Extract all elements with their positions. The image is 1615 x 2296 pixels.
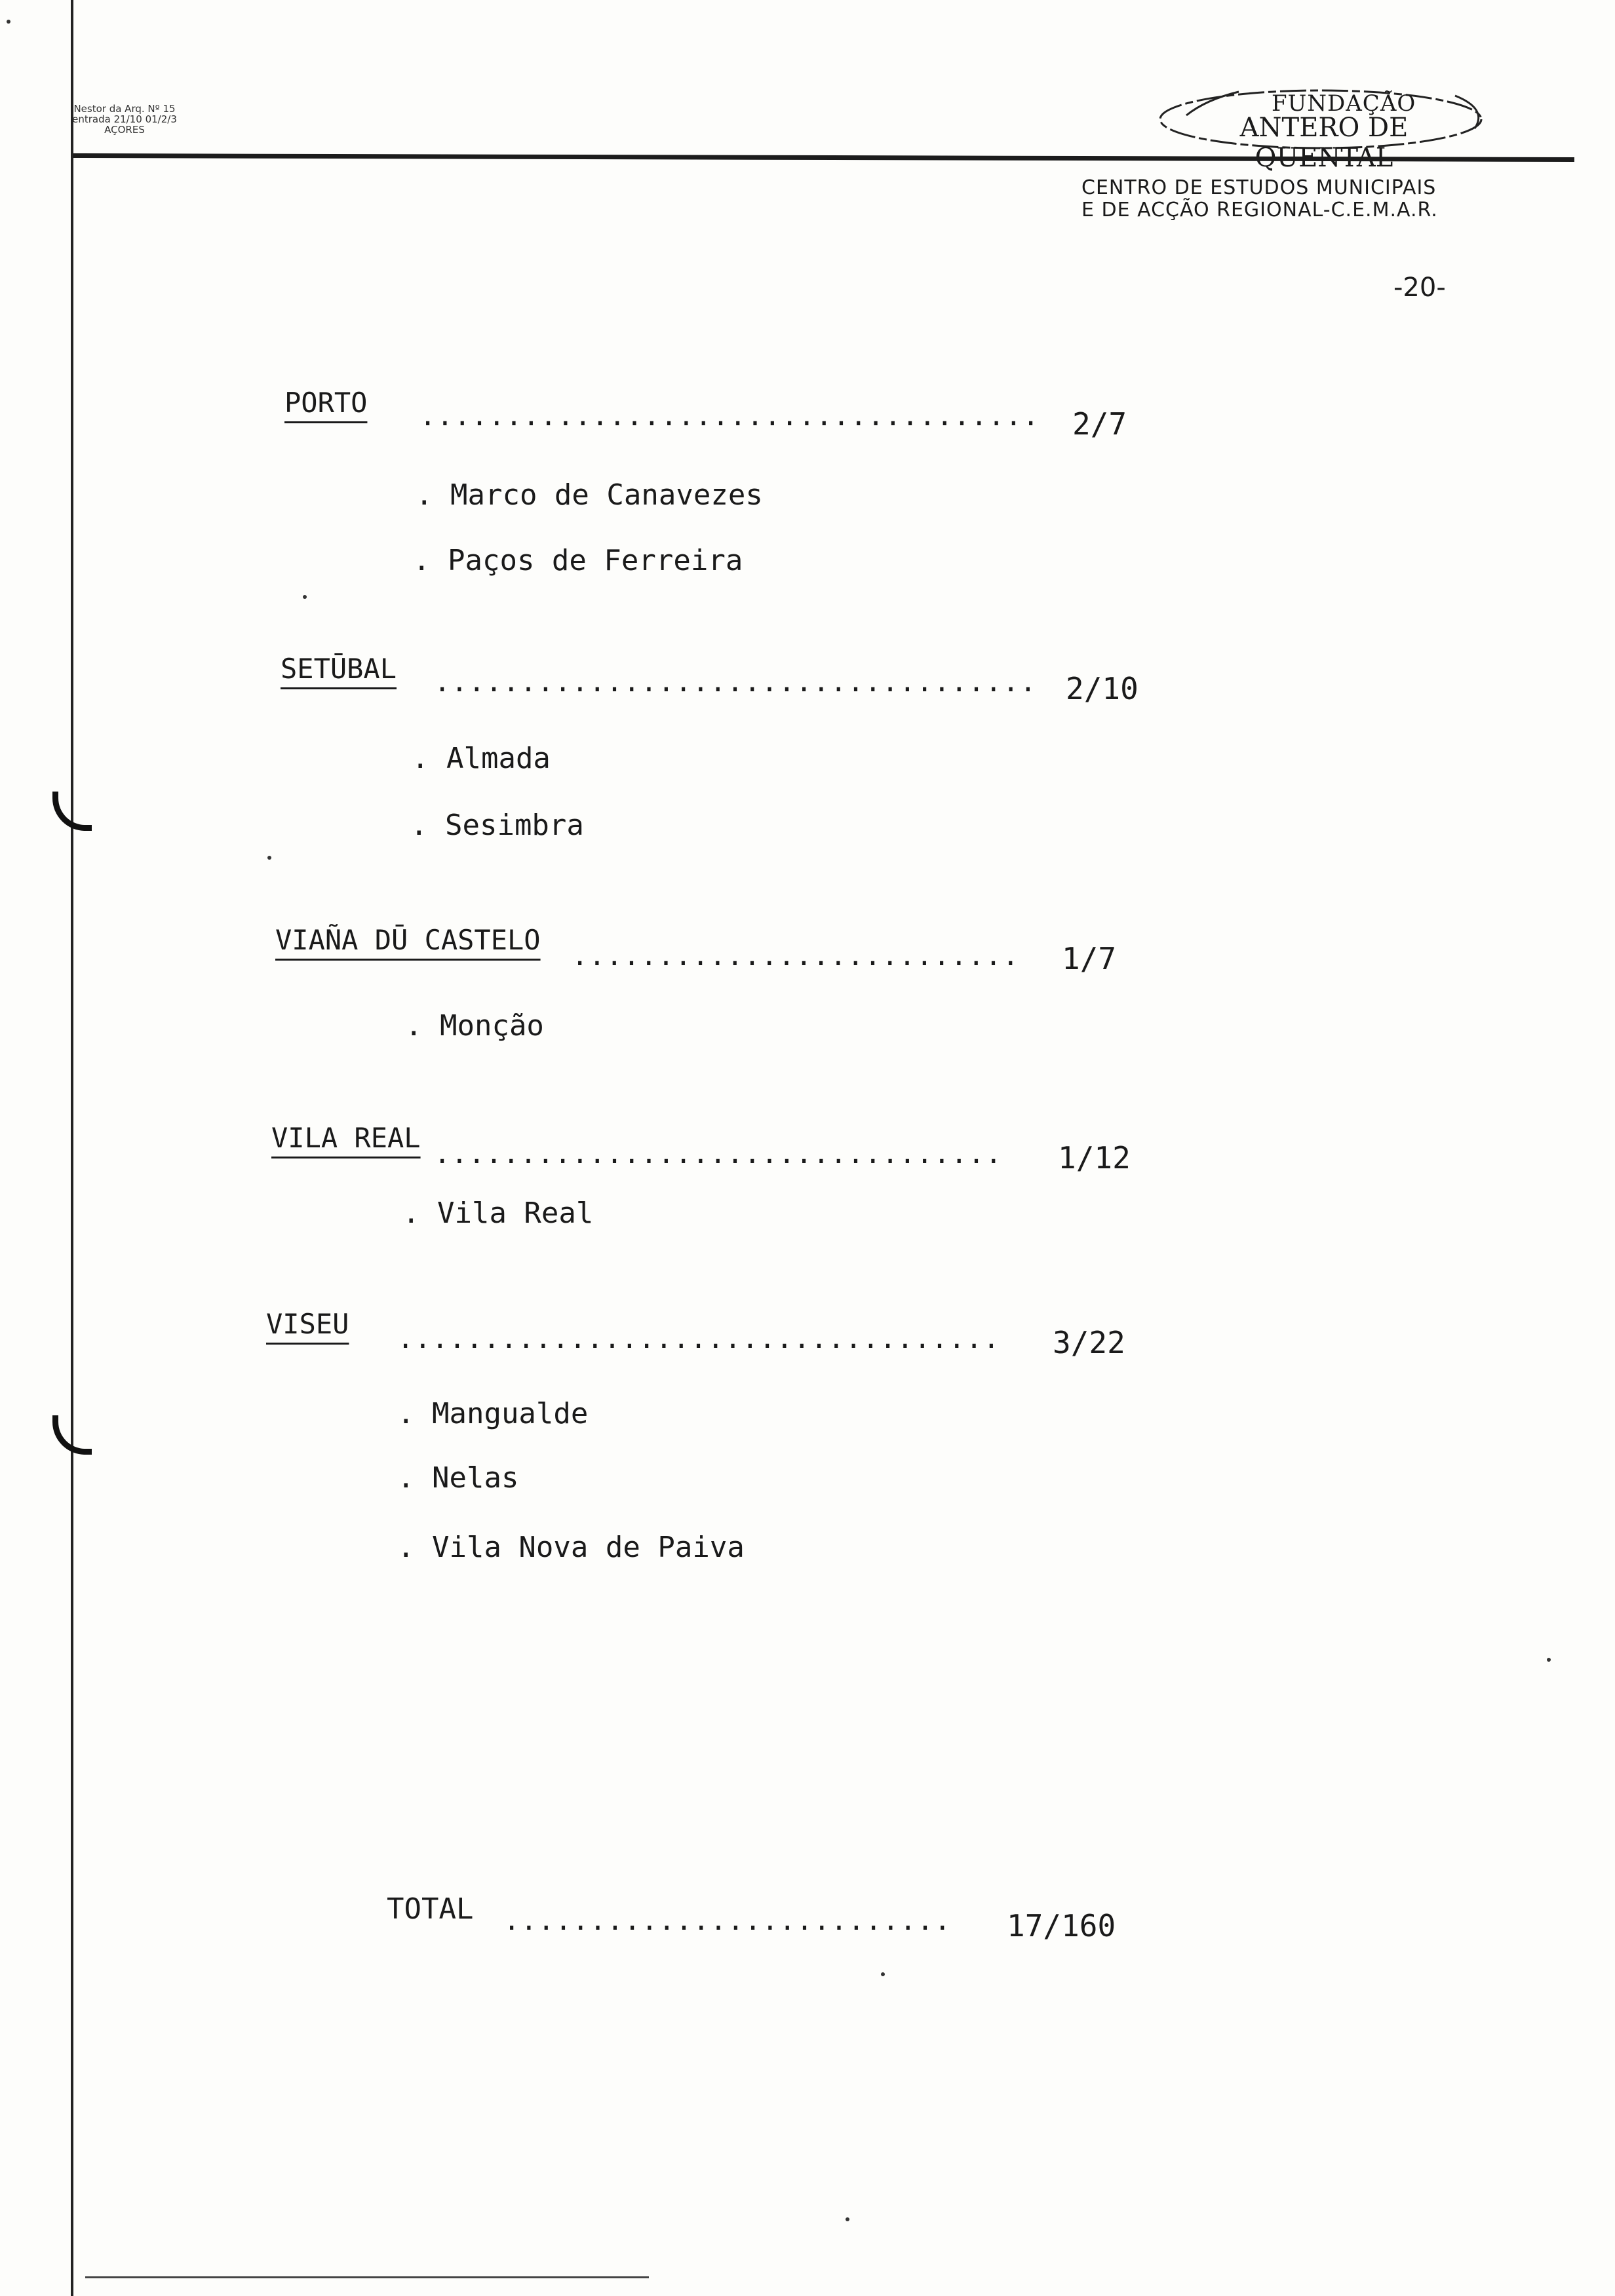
municipality-item: . Nelas <box>397 1461 519 1495</box>
total-label: TOTAL <box>387 1892 474 1926</box>
footer-rule <box>85 2276 649 2278</box>
page-number: -20- <box>1393 273 1446 303</box>
district-name: SETŪBAL <box>281 653 397 685</box>
scan-speck <box>1547 1658 1551 1662</box>
stamp-line: Nestor da Arq. Nº 15 <box>73 103 176 115</box>
scan-speck <box>846 2217 849 2221</box>
scan-speck <box>7 20 10 24</box>
municipality-item: . Vila Real <box>402 1196 594 1230</box>
municipality-item: . Mangualde <box>397 1397 589 1430</box>
institution-line: CENTRO DE ESTUDOS MUNICIPAIS <box>1081 176 1437 199</box>
stamp-line: AÇORES <box>104 124 145 136</box>
scan-speck <box>267 856 271 860</box>
scan-speck <box>303 595 307 599</box>
district-name: VIAÑA DŪ CASTELO <box>275 924 541 956</box>
leader-dots: .................................... <box>419 400 1040 432</box>
district-name: VISEU <box>266 1308 349 1340</box>
municipality-item: . Monção <box>405 1009 544 1043</box>
leader-dots: ................................... <box>434 666 1038 698</box>
municipality-item: . Paços de Ferreira <box>413 544 743 577</box>
punch-hole-mark <box>52 1415 92 1455</box>
archive-stamp <box>26 104 223 135</box>
logo-text-fundacao: FUNDAÇÃO <box>1272 90 1416 117</box>
leader-dots: .......................... <box>572 940 1020 972</box>
total-ratio: 17/160 <box>1007 1908 1116 1943</box>
district-ratio: 2/7 <box>1072 406 1127 442</box>
scan-speck <box>881 1972 885 1976</box>
district-ratio: 2/10 <box>1066 671 1138 706</box>
leader-dots: .......................... <box>503 1904 952 1936</box>
stamp-line: entrada 21/10 01/2/3 <box>72 113 177 125</box>
district-ratio: 3/22 <box>1053 1325 1125 1360</box>
municipality-item: . Vila Nova de Paiva <box>397 1531 745 1564</box>
institution-line: E DE ACÇÃO REGIONAL-C.E.M.A.R. <box>1081 199 1438 221</box>
district-name: VILA REAL <box>271 1122 421 1154</box>
punch-hole-mark <box>52 792 92 831</box>
district-ratio: 1/12 <box>1058 1140 1131 1176</box>
leader-dots: ................................... <box>397 1322 1001 1354</box>
institution-name <box>1081 177 1527 221</box>
municipality-item: . Almada <box>412 742 551 775</box>
leader-dots: ................................. <box>434 1138 1003 1170</box>
foundation-logo <box>1147 83 1501 155</box>
municipality-item: . Sesimbra <box>410 809 584 842</box>
district-name: PORTO <box>284 387 368 419</box>
binding-margin-line <box>71 0 73 2296</box>
municipality-item: . Marco de Canavezes <box>416 478 763 512</box>
logo-text-antero: ANTERO DE <box>1239 113 1409 143</box>
district-ratio: 1/7 <box>1062 941 1117 976</box>
